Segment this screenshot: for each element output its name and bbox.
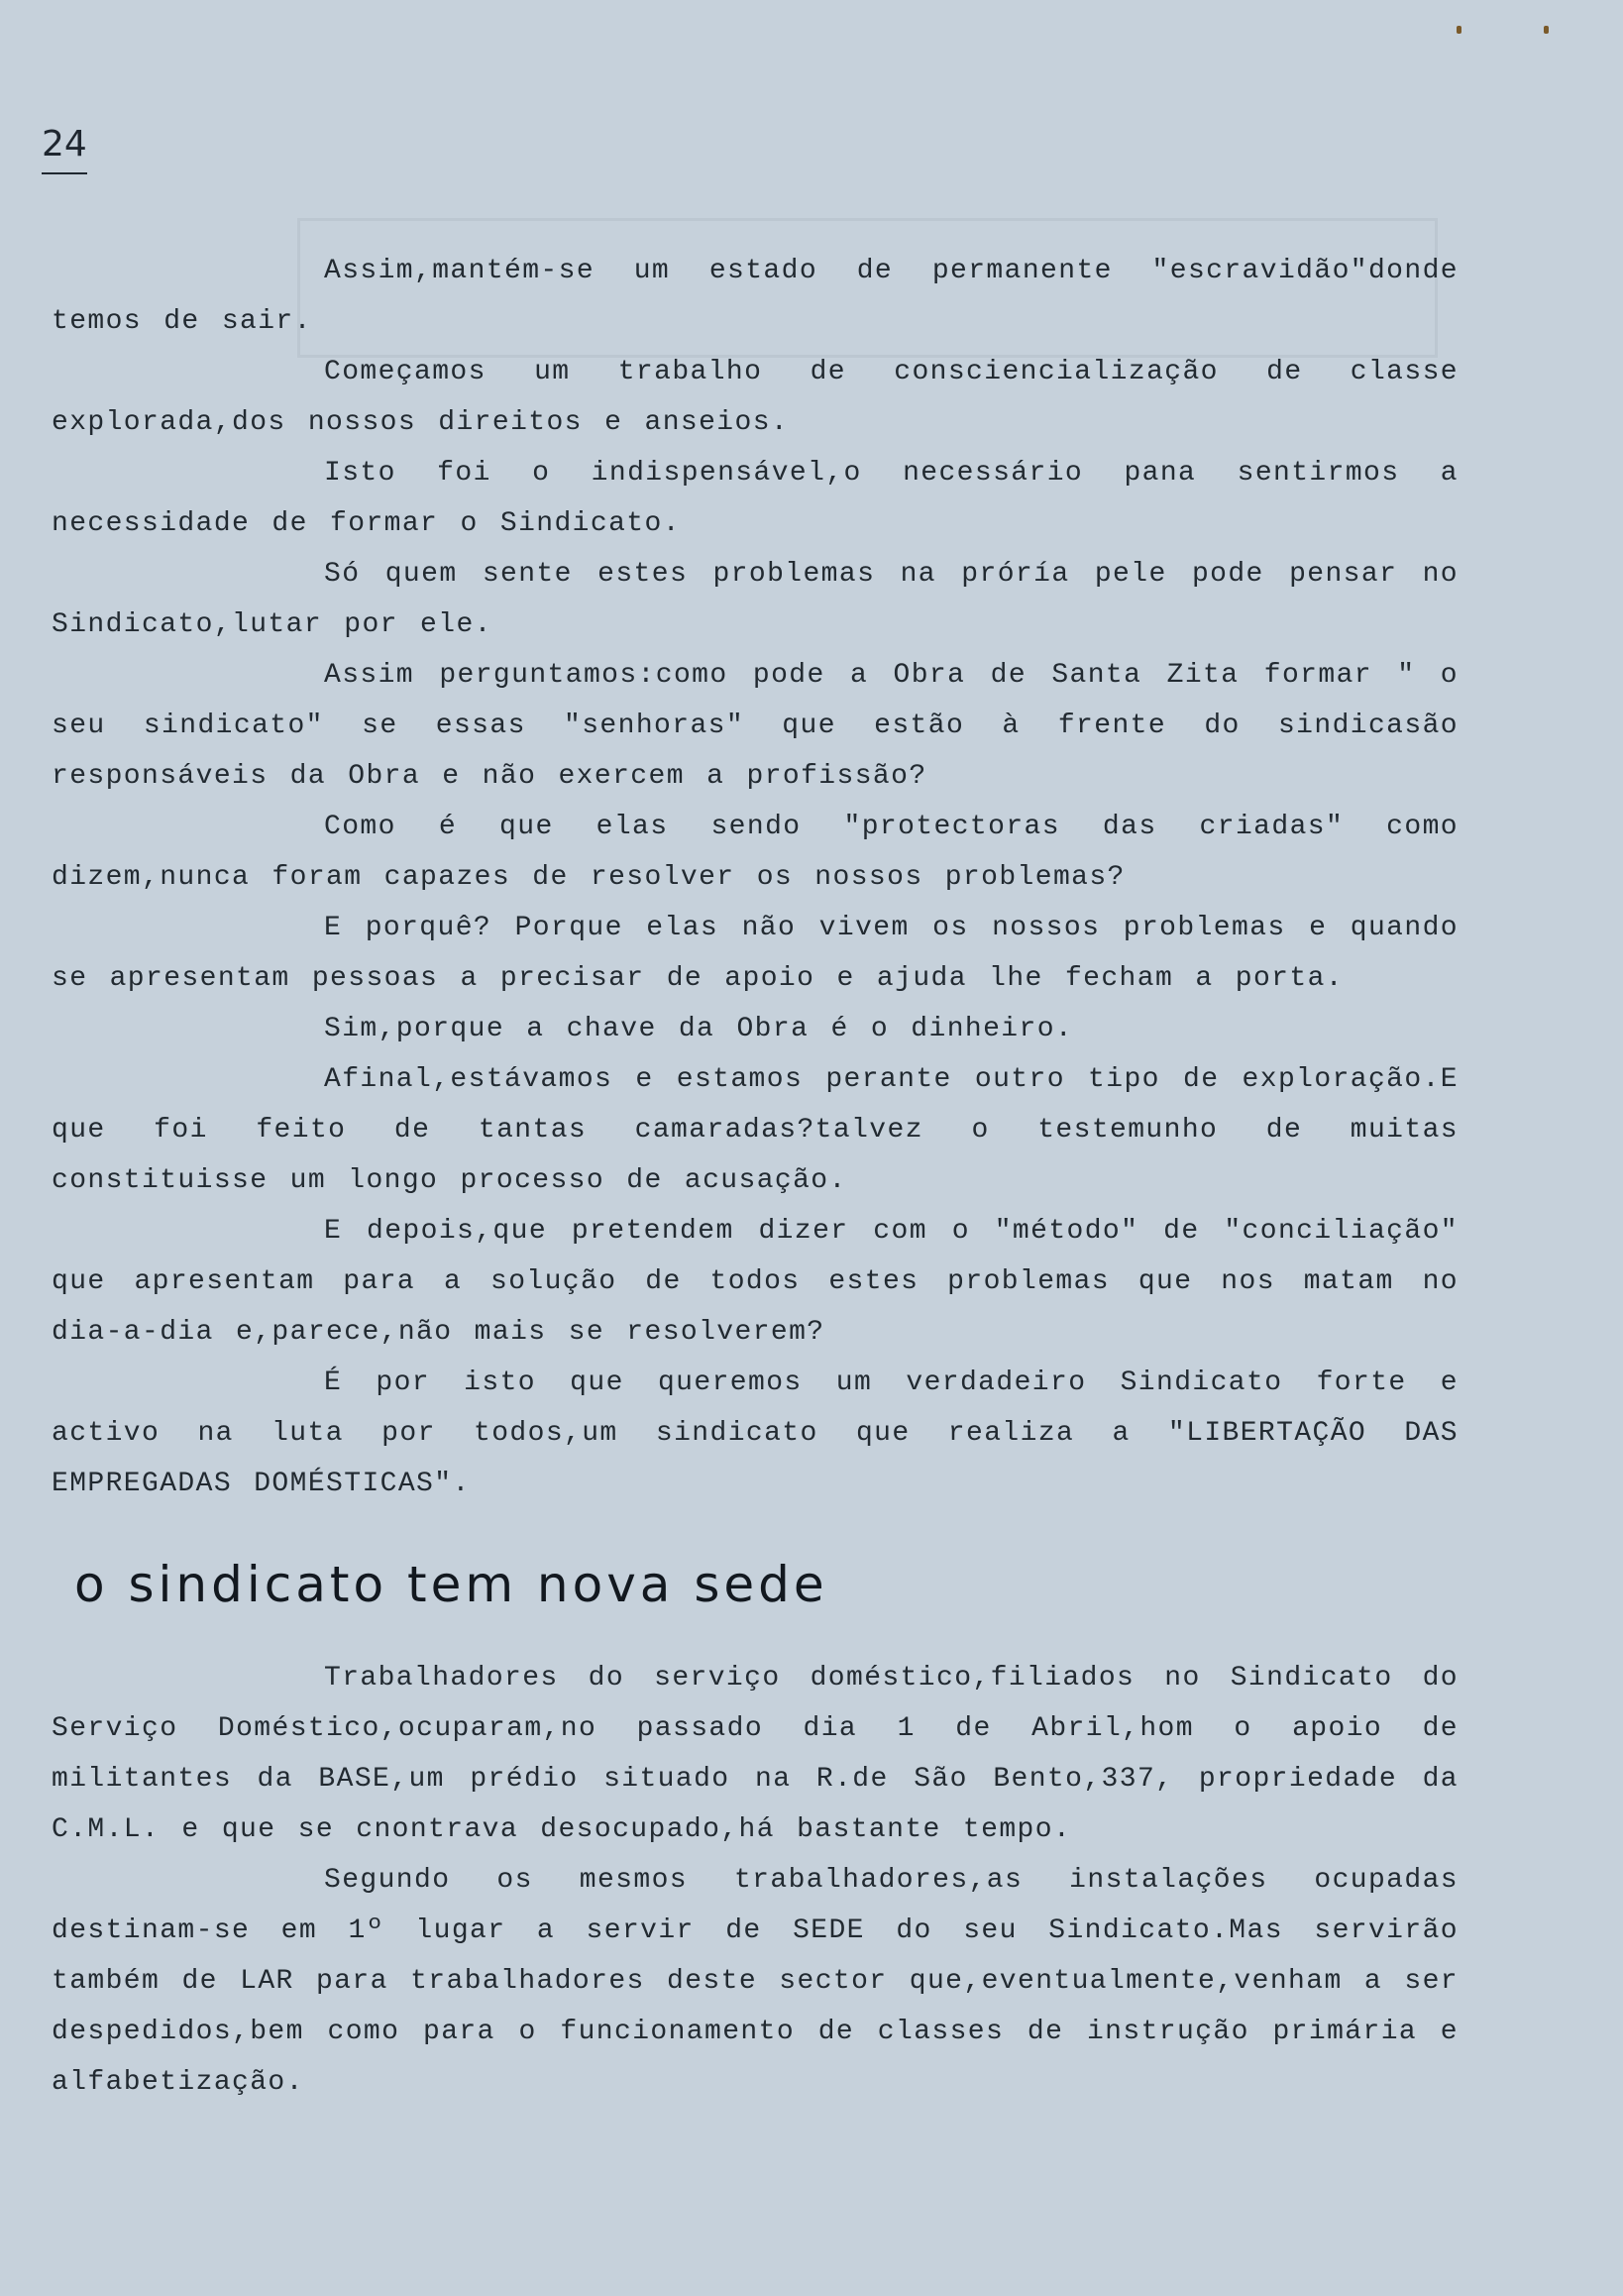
body-text-part1 — [52, 246, 1459, 1509]
paragraph: Assim,mantém-se um estado de permanente "escravidão"donde temos de sair. — [52, 256, 1459, 337]
paragraph: Trabalhadores do serviço doméstico,filiados no Sindicato do Serviço Doméstico,ocuparam,no passado dia 1 de Abril,hom o apoio de militantes da BASE,um prédio situado na R.de São Bento,337, propriedade da C.M.L. e que se cnontrava desocupado,há bastante tempo. — [52, 1663, 1459, 1845]
ink-speck — [1544, 26, 1549, 34]
body-text-part2 — [52, 1653, 1459, 2108]
paragraph: Sim,porque a chave da Obra é o dinheiro. — [324, 1014, 1074, 1044]
paragraph: Assim perguntamos:como pode a Obra de Santa Zita formar " o seu sindicato" se essas "senhoras" que estão à frente do sindicasão responsáveis da Obra e não exercem a profissão? — [52, 660, 1459, 792]
ink-speck — [1457, 26, 1461, 34]
paragraph: Afinal,estávamos e estamos perante outro tipo de exploração.E que foi feito de tantas camaradas?talvez o testemunho de muitas constituisse um longo processo de acusação. — [52, 1064, 1459, 1196]
paragraph: Só quem sente estes problemas na próría pele pode pensar no Sindicato,lutar por ele. — [52, 559, 1459, 640]
paragraph: Segundo os mesmos trabalhadores,as instalações ocupadas destinam-se em 1º lugar a servir de SEDE do seu Sindicato.Mas servirão também de LAR para trabalhadores deste sector que,eventualmente,venham a ser despedidos,bem como para o funcionamento de classes de instrução primária e alfabetização. — [52, 1865, 1459, 2098]
paragraph: Como é que elas sendo "protectoras das criadas" como dizem,nunca foram capazes de resolver os nossos problemas? — [52, 812, 1459, 893]
paragraph: Isto foi o indispensável,o necessário pana sentirmos a necessidade de formar o Sindicato. — [52, 458, 1459, 539]
paragraph: E depois,que pretendem dizer com o "método" de "conciliação" que apresentam para a solução de todos estes problemas que nos matam no dia-a-dia e,parece,não mais se resolverem? — [52, 1216, 1459, 1348]
page-number: 24 — [42, 121, 87, 174]
section-heading: o sindicato tem nova sede — [74, 1556, 828, 1613]
paragraph: É por isto que queremos um verdadeiro Sindicato forte e activo na luta por todos,um sindicato que realiza a "LIBERTAÇÃO DAS EMPREGADAS DOMÉSTICAS". — [52, 1367, 1459, 1499]
paragraph: Começamos um trabalho de consciencialização de classe explorada,dos nossos direitos e anseios. — [52, 357, 1459, 438]
paragraph: E porquê? Porque elas não vivem os nossos problemas e quando se apresentam pessoas a precisar de apoio e ajuda lhe fecham a porta. — [52, 913, 1459, 994]
